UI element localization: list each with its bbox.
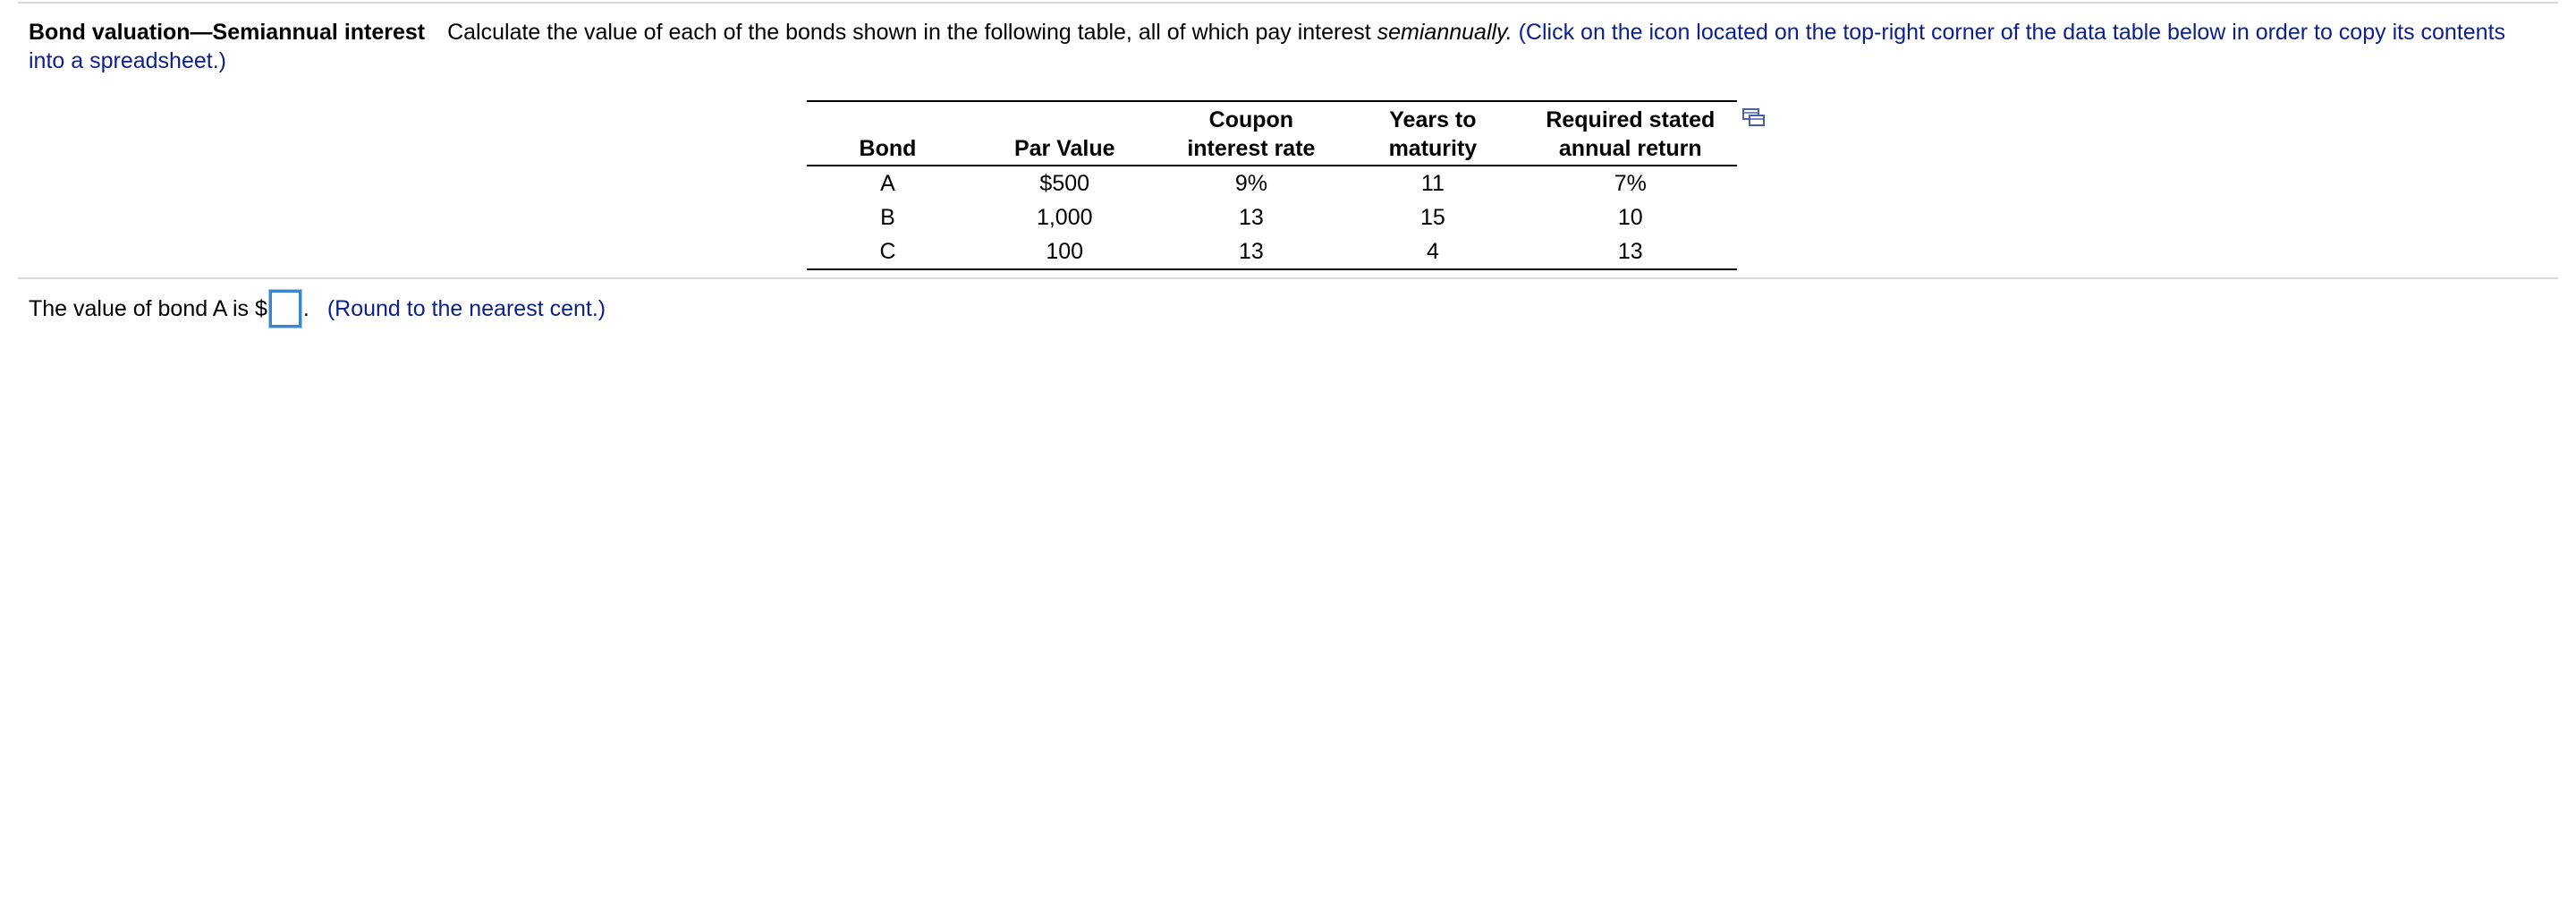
header-bond: Bond [859, 136, 917, 161]
cell-years: 11 [1420, 171, 1445, 196]
bond-data-table [807, 100, 1737, 270]
table-row [807, 234, 1737, 269]
question-italic: semiannually. [1377, 20, 1513, 45]
bond-a-value-input[interactable] [269, 290, 301, 328]
cell-years: 4 [1426, 239, 1439, 264]
cell-bond: C [879, 239, 896, 264]
copy-spreadsheet-icon[interactable] [1742, 107, 1766, 127]
cell-bond: B [880, 205, 895, 230]
header-years-to-maturity: Years to maturity [1388, 107, 1478, 161]
answer-prefix: The value of bond A is $ [29, 296, 267, 321]
answer-line [29, 290, 606, 328]
table-header-row [807, 101, 1737, 166]
cell-required: 13 [1617, 239, 1643, 264]
rounding-hint: (Round to the nearest cent.) [326, 296, 606, 321]
question-title: Bond valuation—Semiannual interest [29, 20, 426, 45]
answer-suffix: . [302, 296, 309, 321]
copy-instruction: (Click on the icon located on the top-right corner of the data table below in order to copy its contents into a spreadsheet.) [29, 20, 2506, 73]
question-text [29, 18, 2533, 75]
cell-required: 10 [1617, 205, 1643, 230]
table-row [807, 200, 1737, 234]
cell-par-value: $500 [1039, 171, 1090, 196]
section-divider [18, 277, 2558, 279]
header-required-return: Required stated annual return [1546, 107, 1716, 161]
top-divider [18, 2, 2558, 4]
table-row [807, 166, 1737, 200]
cell-required: 7% [1614, 171, 1647, 196]
header-coupon-rate: Coupon interest rate [1187, 107, 1316, 161]
header-par-value: Par Value [1013, 136, 1115, 161]
cell-coupon: 13 [1238, 205, 1264, 230]
cell-years: 15 [1419, 205, 1445, 230]
cell-par-value: 1,000 [1036, 205, 1093, 230]
cell-coupon: 13 [1238, 239, 1264, 264]
cell-par-value: 100 [1046, 239, 1084, 264]
cell-coupon: 9% [1234, 171, 1267, 196]
cell-bond: A [880, 171, 895, 196]
question-body: Calculate the value of each of the bonds shown in the following table, all of which pay interest [447, 20, 1371, 45]
